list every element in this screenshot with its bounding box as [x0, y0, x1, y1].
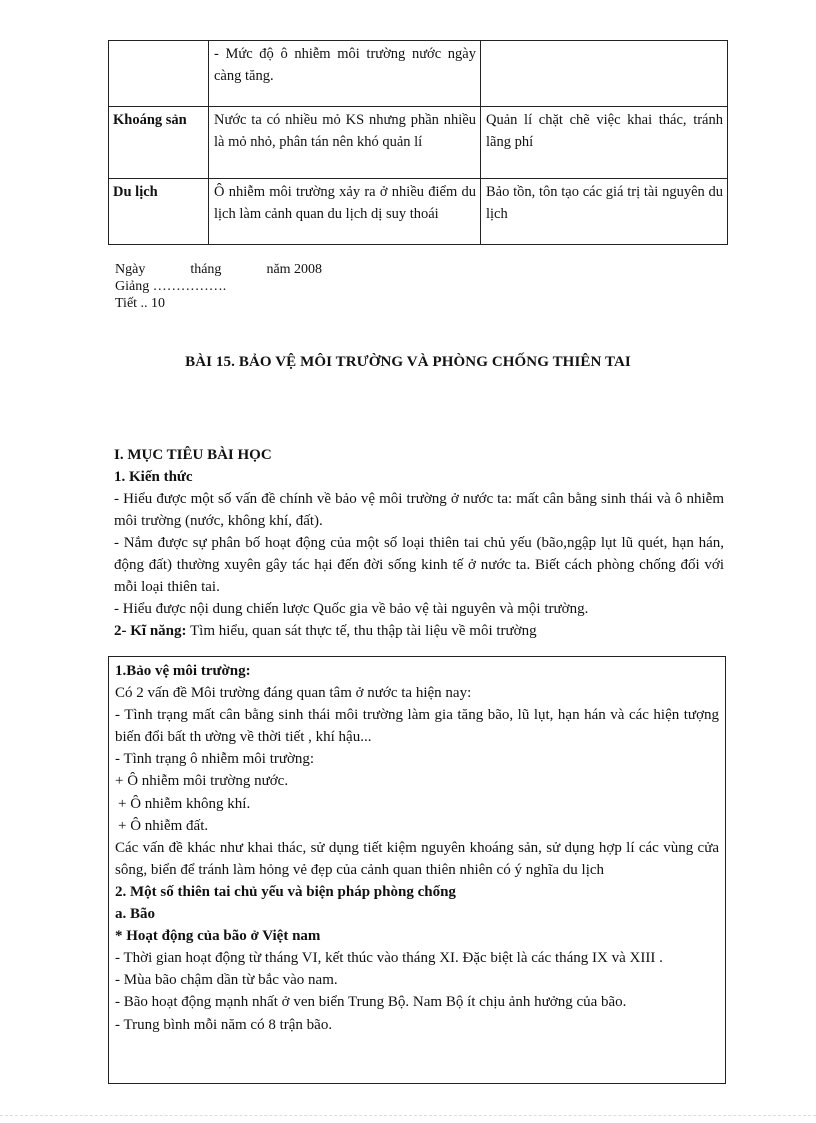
- table-cell: - Mức độ ô nhiễm môi trường nước ngày càng tăng.: [209, 41, 481, 107]
- date-line: [115, 261, 322, 278]
- lesson-title: BÀI 15. BẢO VỆ MÔI TRƯỜNG VÀ PHÒNG CHỐNG THIÊN TAI: [185, 354, 631, 370]
- page-edge: [0, 1115, 816, 1116]
- box-paragraph: Có 2 vấn đề Môi trường đáng quan tâm ở nước ta hiện nay:: [115, 685, 472, 702]
- box-paragraph: - Tình trạng mất cân bằng sinh thái môi trường làm gia tăng bão, lũ lụt, hạn hán và các hiện tượng biến đổi bất th ường về thời tiết , khí hậu...: [115, 707, 719, 746]
- box-heading: a. Bão: [115, 906, 156, 923]
- period-line: Tiết .. 10: [115, 296, 166, 311]
- table-cell: Ô nhiễm môi trường xảy ra ở nhiều điểm du lịch làm cảnh quan du lịch dị suy thoái: [209, 179, 481, 245]
- table-cell: Du lịch: [109, 179, 209, 245]
- skills-label: 2- Kĩ năng:: [114, 623, 187, 639]
- objectives-heading: I. MỤC TIÊU BÀI HỌC: [114, 447, 272, 463]
- skills-line: [114, 620, 724, 642]
- teaching-line: Giảng …………….: [115, 279, 227, 294]
- box-paragraph: - Thời gian hoạt động từ tháng VI, kết thúc vào tháng XI. Đặc biệt là các tháng IX và XIII .: [115, 950, 663, 967]
- box-paragraph: - Trung bình mỗi năm có 8 trận bão.: [115, 1016, 333, 1033]
- box-heading: 2. Một số thiên tai chủ yếu và biện pháp phòng chống: [115, 883, 456, 900]
- box-paragraph: + Ô nhiễm môi trường nước.: [115, 773, 289, 790]
- table-cell: Bảo tồn, tôn tạo các giá trị tài nguyên du lịch: [481, 179, 728, 245]
- box-paragraph: + Ô nhiễm đất.: [118, 817, 209, 834]
- box-heading: 1.Bảo vệ môi trường:: [115, 663, 251, 679]
- table-cell: [109, 41, 209, 107]
- knowledge-item: - Hiểu được nội dung chiến lược Quốc gia về bảo vệ tài nguyên và mội trường.: [114, 601, 589, 617]
- box-heading: * Hoạt động của bão ở Việt nam: [115, 928, 321, 945]
- box-paragraph: + Ô nhiễm không khí.: [118, 795, 251, 812]
- box-paragraph: - Mùa bão chậm dần từ bắc vào nam.: [115, 972, 338, 989]
- box-paragraph: - Tình trạng ô nhiễm môi trường:: [115, 751, 315, 768]
- content-box: [108, 656, 726, 1084]
- date-year-label: năm 2008: [266, 262, 323, 277]
- date-month-label: tháng: [190, 262, 222, 277]
- knowledge-heading: 1. Kiến thức: [114, 469, 193, 485]
- table-cell: Nước ta có nhiều mỏ KS nhưng phần nhiều là mỏ nhỏ, phân tán nên khó quản lí: [209, 107, 481, 179]
- table-cell: [481, 41, 728, 107]
- table-row: [109, 107, 728, 179]
- box-paragraph: - Bão hoạt động mạnh nhất ở ven biển Trung Bộ. Nam Bộ ít chịu ảnh hưởng của bão.: [115, 994, 627, 1011]
- table-row: [109, 41, 728, 107]
- date-day-label: Ngày: [115, 262, 146, 277]
- knowledge-item: - Nắm được sự phân bố hoạt động của một số loại thiên tai chủ yếu (bão,ngập lụt lũ quét, hạn hán, động đất) thường xuyên gây tác hại đến đời sống kinh tế ở nước ta. Biết cách phòng chống đối với mỗi loại thiên tai.: [114, 535, 724, 595]
- skills-text: Tìm hiểu, quan sát thực tế, thu thập tài liệu về môi trường: [186, 623, 537, 639]
- table-cell: Quản lí chặt chẽ việc khai thác, tránh lãng phí: [481, 107, 728, 179]
- box-paragraph: Các vấn đề khác như khai thác, sử dụng tiết kiệm nguyên khoáng sản, sử dụng hợp lí các vùng cửa sông, biển để tránh làm hỏng vẻ đẹp của cảnh quan thiên nhiên có ý nghĩa du lịch: [115, 839, 719, 878]
- knowledge-item: - Hiểu được một số vấn đề chính về bảo vệ môi trường ở nước ta: mất cân bằng sinh thái và ô nhiễm môi trường (nước, không khí, đất).: [114, 491, 724, 529]
- table-cell: Khoáng sản: [109, 107, 209, 179]
- resource-table: [108, 40, 728, 245]
- table-row: [109, 179, 728, 245]
- objectives-section: [114, 444, 724, 642]
